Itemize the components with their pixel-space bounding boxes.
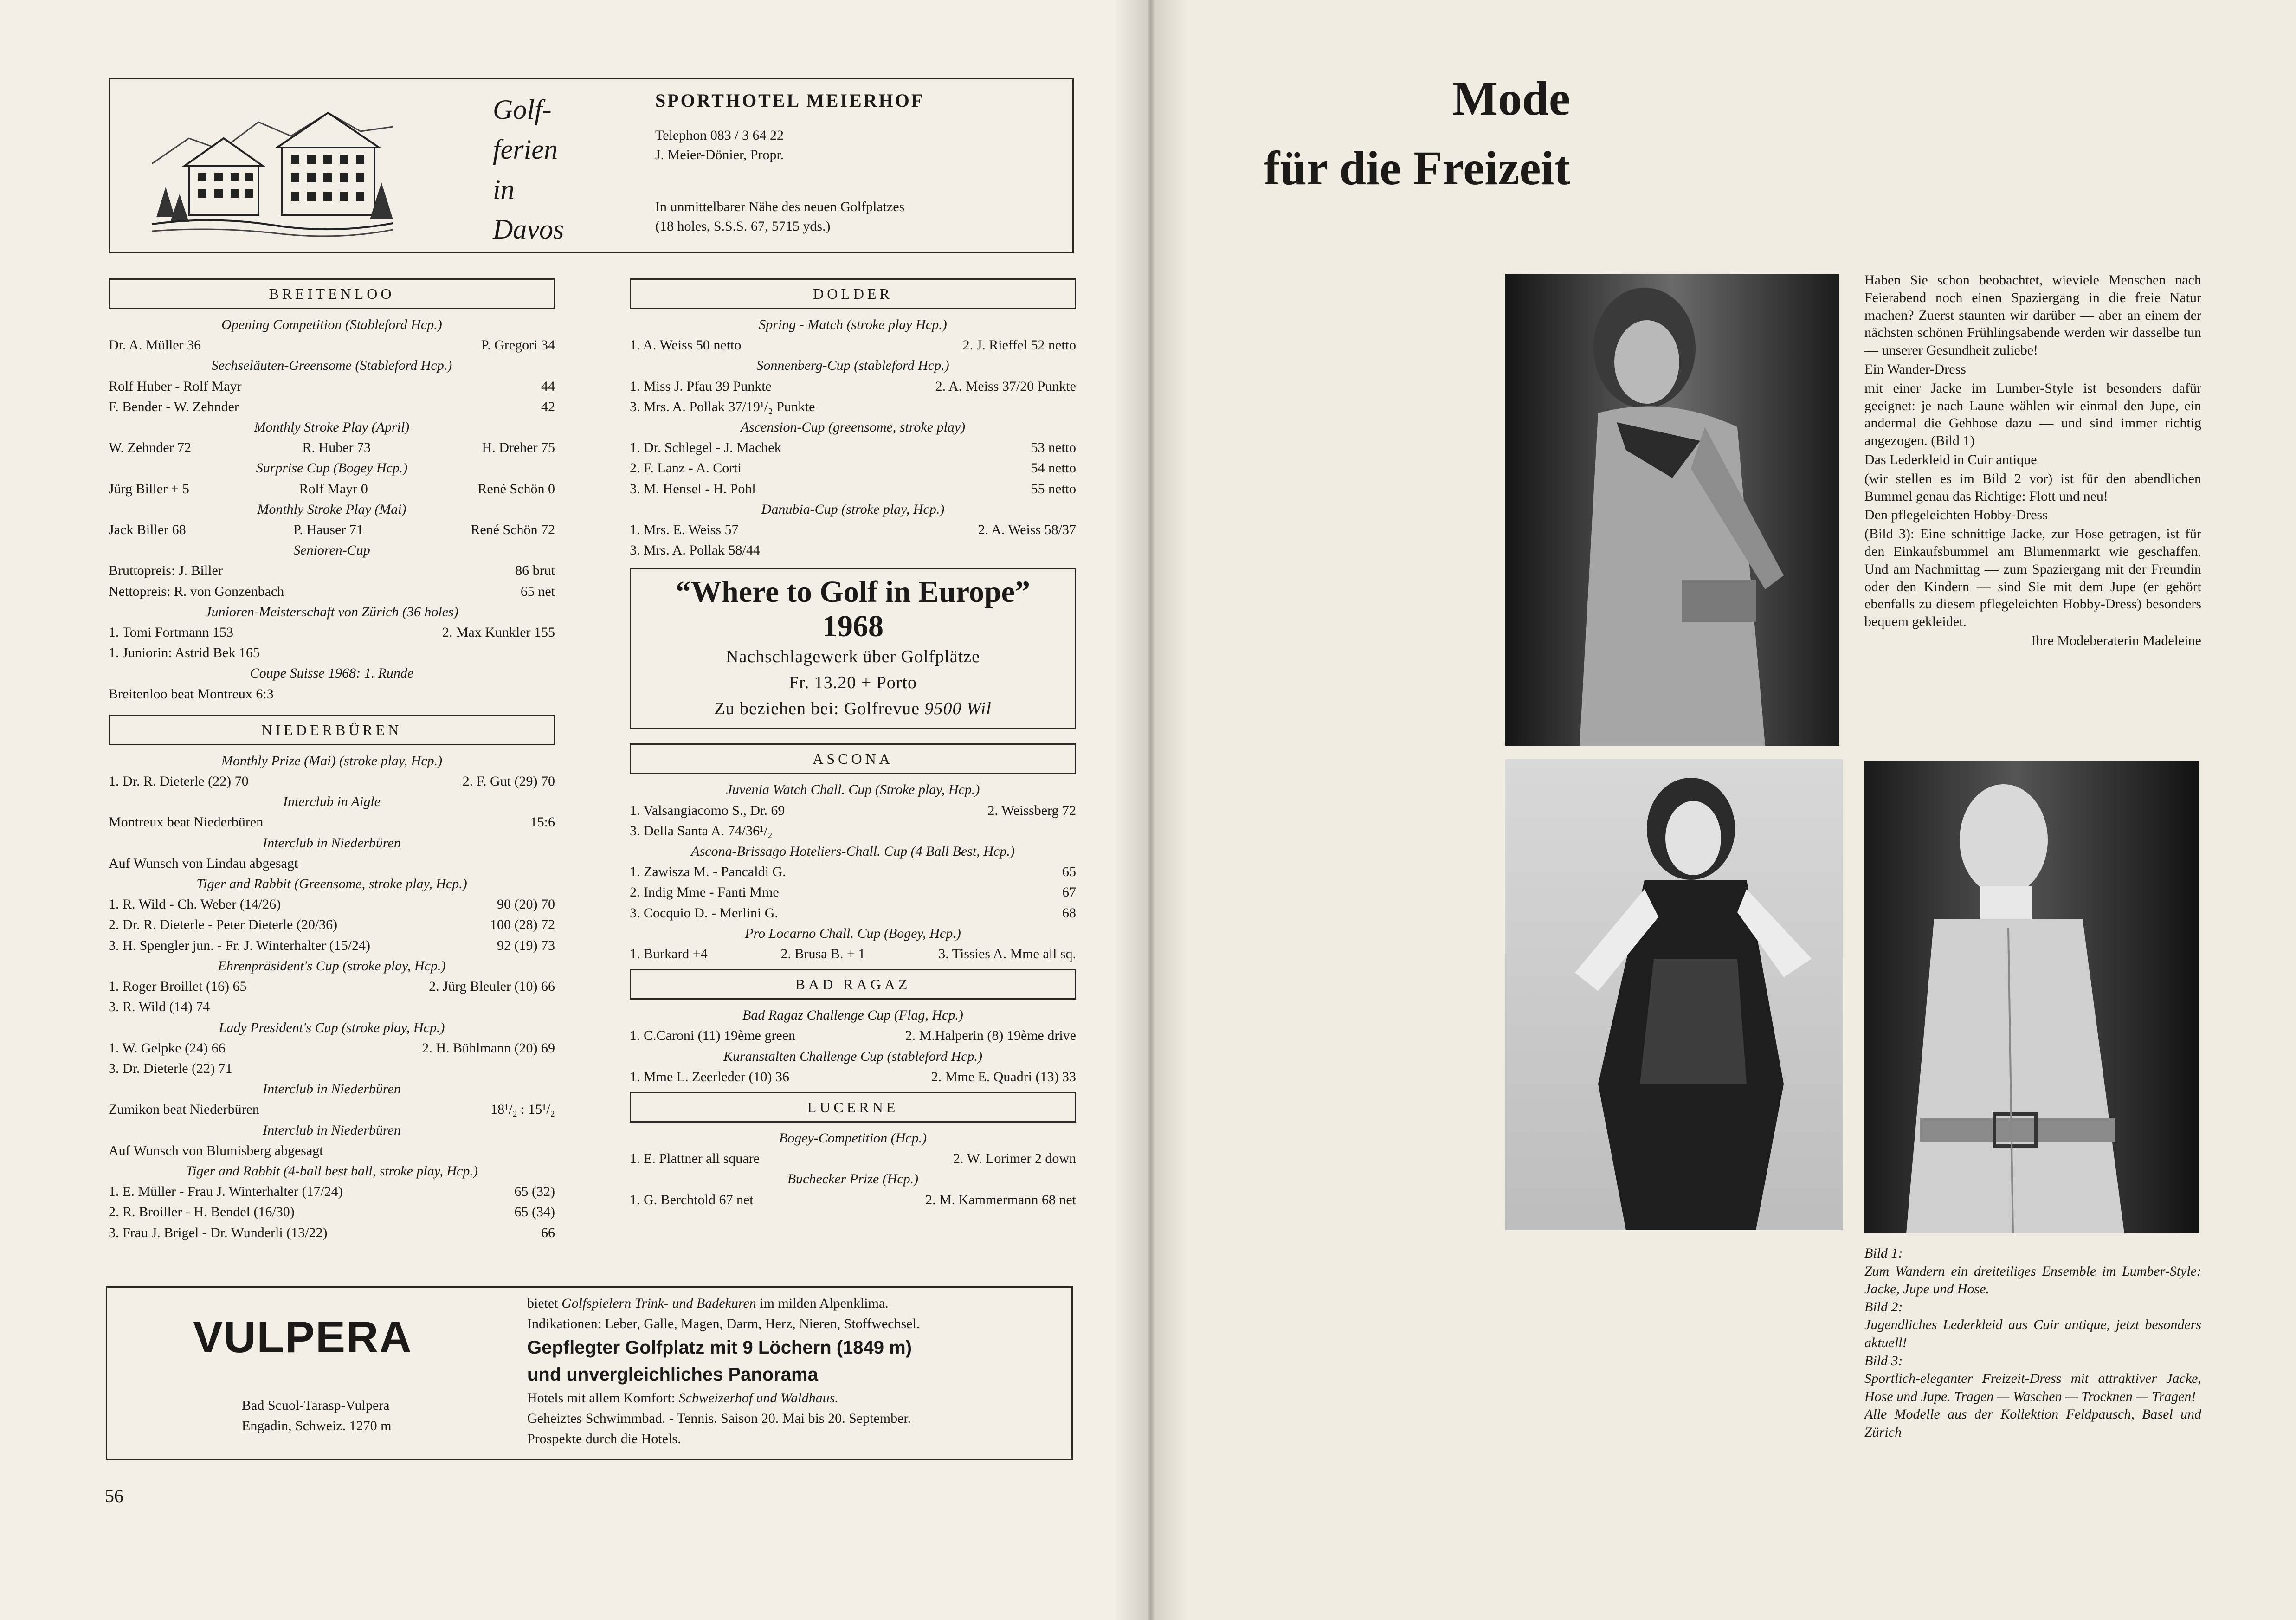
competition-title: Ascension-Cup (greensome, stroke play) <box>740 420 966 435</box>
result-line <box>109 335 555 355</box>
result-left: 2. R. Broiller - H. Bendel (16/30) <box>109 1204 295 1220</box>
result-left: 1. Valsangiacomo S., Dr. 69 <box>630 802 785 818</box>
result-right: 2. Jürg Bleuler (10) 66 <box>429 979 555 994</box>
result-right: 65 (32) <box>514 1184 555 1200</box>
result-line <box>109 376 555 397</box>
competition-title: Ascona-Brissago Hoteliers-Chall. Cup (4 Ball Best, Hcp.) <box>691 844 1015 859</box>
result-left: 1. Dr. Schlegel - J. Machek <box>630 440 781 456</box>
competition-title: Bogey-Competition (Hcp.) <box>779 1130 927 1146</box>
result-line <box>109 1202 555 1222</box>
photo-captions <box>1864 1245 2201 1442</box>
section-heading-dolder: DOLDER <box>630 278 1076 309</box>
section-heading-breitenloo: BREITENLOO <box>109 278 555 309</box>
hotel-description: In unmittelbarer Nähe des neuen Golfplatzes <box>655 199 905 214</box>
result-middle: P. Hauser 71 <box>293 522 363 538</box>
result-right: 2. M.Halperin (8) 19ème drive <box>905 1028 1076 1044</box>
competition-title: Junioren-Meisterschaft von Zürich (36 holes) <box>205 604 458 620</box>
result-right: 90 (20) 70 <box>497 897 555 912</box>
competition-title: Danubia-Cup (stroke play, Hcp.) <box>761 501 945 517</box>
result-left: Dr. A. Müller 36 <box>109 337 201 353</box>
result-line <box>630 882 1076 903</box>
competition-title: Monthly Prize (Mai) (stroke play, Hcp.) <box>221 753 443 768</box>
result-line <box>109 561 555 581</box>
result-right: 67 <box>1062 884 1076 900</box>
result-right: 3. Tissies A. Mme all sq. <box>938 946 1076 962</box>
result-left: F. Bender - W. Zehnder <box>109 399 239 414</box>
result-line <box>109 438 555 458</box>
slogan-line: Davos <box>493 214 564 245</box>
niederbueren-results <box>109 751 555 1243</box>
book-title: “Where to Golf in Europe” <box>676 575 1030 609</box>
result-left: Nettopreis: R. von Gonzenbach <box>109 583 284 599</box>
result-left: 3. Frau J. Brigel - Dr. Wunderli (13/22) <box>109 1225 328 1240</box>
result-line <box>630 862 1076 882</box>
result-left: 1. Miss J. Pfau 39 Punkte <box>630 378 772 394</box>
competition-title: Buchecker Prize (Hcp.) <box>787 1171 919 1187</box>
result-line <box>109 894 555 915</box>
competition-title: Monthly Stroke Play (April) <box>254 420 410 435</box>
lucerne-results <box>630 1128 1076 1210</box>
result-right: 42 <box>541 399 555 414</box>
result-right: 53 netto <box>1031 440 1076 456</box>
competition-title: Interclub in Niederbüren <box>263 1081 401 1097</box>
result-left: 2. Dr. R. Dieterle - Peter Dieterle (20/36) <box>109 917 338 933</box>
competition-title: Spring - Match (stroke play Hcp.) <box>759 317 947 332</box>
result-right: 55 netto <box>1031 481 1076 497</box>
competition-title: Senioren-Cup <box>293 542 370 558</box>
result-line <box>630 479 1076 499</box>
competition-title: Opening Competition (Stableford Hcp.) <box>221 317 442 332</box>
article-title-line-1: Mode <box>1452 72 1570 125</box>
result-left: 1. Mrs. E. Weiss 57 <box>630 522 739 538</box>
result-left: 1. Zawisza M. - Pancaldi G. <box>630 864 786 880</box>
result-left: 3. M. Hensel - H. Pohl <box>630 481 756 497</box>
result-right: 2. Max Kunkler 155 <box>442 625 555 640</box>
result-left: 1. G. Berchtold 67 net <box>630 1192 754 1207</box>
section-heading-ascona: ASCONA <box>630 743 1076 774</box>
result-line <box>109 622 555 643</box>
caption-text: Zum Wandern ein dreiteiliges Ensemble im Lumber-Style: Jacke, Jupe und Hose. <box>1864 1263 2201 1297</box>
result-left: 3. Cocquio D. - Merlini G. <box>630 905 778 921</box>
result-right: 2. F. Gut (29) 70 <box>462 774 555 789</box>
article-paragraph: mit einer Jacke im Lumber-Style ist besonders dafür geeignet: je nach Laune wählen wir einmal den Jupe, ein andermal die Gehhose dazu — und sind immer richtig angezogen. (Bild 1) <box>1864 380 2201 449</box>
hotel-owner: J. Meier-Dönier, Propr. <box>655 147 784 162</box>
fashion-photo-3 <box>1864 761 2199 1233</box>
competition-title: Monthly Stroke Play (Mai) <box>257 501 406 517</box>
result-right: 86 brut <box>515 563 555 579</box>
article-subheading: Ein Wander-Dress <box>1864 361 1966 377</box>
book-year: 1968 <box>822 609 884 644</box>
result-line <box>109 1099 555 1120</box>
ascona-results <box>630 780 1076 964</box>
result-line: 3. R. Wild (14) 74 <box>109 999 210 1015</box>
result-line <box>109 936 555 956</box>
result-line <box>109 915 555 935</box>
result-left: 2. F. Lanz - A. Corti <box>630 460 742 476</box>
dolder-results <box>630 315 1076 561</box>
result-line <box>630 458 1076 478</box>
result-line <box>109 1223 555 1243</box>
competition-title: Surprise Cup (Bogey Hcp.) <box>256 460 408 476</box>
result-line <box>109 976 555 997</box>
result-right: René Schön 0 <box>477 481 555 497</box>
result-right: P. Gregori 34 <box>481 337 555 353</box>
result-left: 1. A. Weiss 50 netto <box>630 337 742 353</box>
result-left: 2. Indig Mme - Fanti Mme <box>630 884 779 900</box>
result-line <box>109 581 555 602</box>
book-subtitle: Nachschlagewerk über Golfplätze <box>726 647 980 667</box>
result-left: 3. H. Spengler jun. - Fr. J. Winterhalter (15/24) <box>109 937 370 953</box>
result-right: 2. J. Rieffel 52 netto <box>962 337 1076 353</box>
result-line <box>630 944 1076 964</box>
result-right: 65 <box>1062 864 1076 880</box>
competition-title: Kuranstalten Challenge Cup (stableford Hcp.) <box>723 1048 983 1064</box>
section-heading-lucerne: LUCERNE <box>630 1092 1076 1123</box>
competition-title: Interclub in Aigle <box>283 794 381 810</box>
caption-text: Sportlich-eleganter Freizeit-Dress mit attraktiver Jacke, Hose und Jupe. Tragen — Waschen — Trocknen — Tragen! <box>1864 1371 2201 1404</box>
result-left: 1. Burkard +4 <box>630 946 708 962</box>
competition-title: Sonnenberg-Cup (stableford Hcp.) <box>756 358 949 374</box>
competition-title: Bad Ragaz Challenge Cup (Flag, Hcp.) <box>742 1007 963 1023</box>
result-right: 2. A. Meiss 37/20 Punkte <box>935 378 1076 394</box>
breitenloo-results <box>109 315 555 704</box>
result-left: 1. R. Wild - Ch. Weber (14/26) <box>109 897 281 912</box>
hotel-phone: Telephon 083 / 3 64 22 <box>655 128 784 143</box>
result-line: 3. Dr. Dieterle (22) 71 <box>109 1060 232 1076</box>
competition-title: Sechseläuten-Greensome (Stableford Hcp.) <box>211 358 452 374</box>
result-right: 92 (19) 73 <box>497 937 555 953</box>
result-line: Auf Wunsch von Blumisberg abgesagt <box>109 1142 323 1158</box>
result-line: Breitenloo beat Montreux 6:3 <box>109 686 274 702</box>
result-left: 1. W. Gelpke (24) 66 <box>109 1040 226 1056</box>
fashion-photo-2 <box>1505 759 1843 1230</box>
competition-title: Interclub in Niederbüren <box>263 1122 401 1138</box>
result-line <box>109 520 555 540</box>
result-left: 1. Dr. R. Dieterle (22) 70 <box>109 774 249 789</box>
caption-label: Bild 2: <box>1864 1299 1903 1315</box>
caption-text: Jugendliches Lederkleid aus Cuir antique, jetzt besonders aktuell! <box>1864 1317 2201 1350</box>
caption-label: Bild 1: <box>1864 1246 1903 1261</box>
hotel-name: SPORTHOTEL MEIERHOF <box>655 90 925 111</box>
competition-title: Tiger and Rabbit (Greensome, stroke play, Hcp.) <box>196 876 467 892</box>
result-right: 54 netto <box>1031 460 1076 476</box>
where-to-golf-advertisement <box>630 568 1076 729</box>
result-left: 1. Tomi Fortmann 153 <box>109 625 234 640</box>
result-line <box>630 438 1076 458</box>
result-right: 2. Mme E. Quadri (13) 33 <box>931 1069 1076 1084</box>
result-line <box>630 1026 1076 1046</box>
fashion-photo-1 <box>1505 274 1839 746</box>
results-column-left <box>109 278 555 1243</box>
result-line <box>630 1190 1076 1210</box>
result-line <box>109 1181 555 1202</box>
result-right: 100 (28) 72 <box>490 917 555 933</box>
competition-title: Tiger and Rabbit (4-ball best ball, stroke play, Hcp.) <box>186 1163 478 1179</box>
result-right: 68 <box>1062 905 1076 921</box>
result-line: 3. Mrs. A. Pollak 37/19¹/₂ Punkte <box>630 399 815 414</box>
result-right: 2. Weissberg 72 <box>987 802 1076 818</box>
result-line <box>109 1038 555 1058</box>
result-left: 1. Mme L. Zeerleder (10) 36 <box>630 1069 790 1084</box>
slogan-line: Golf- <box>493 94 552 125</box>
result-line <box>109 479 555 499</box>
result-line: 3. Mrs. A. Pollak 58/44 <box>630 542 760 558</box>
competition-title: Lady President's Cup (stroke play, Hcp.) <box>219 1020 445 1035</box>
competition-title: Interclub in Niederbüren <box>263 835 401 851</box>
result-left: Bruttopreis: J. Biller <box>109 563 223 579</box>
result-left: 1. C.Caroni (11) 19ème green <box>630 1028 796 1044</box>
book-order-info: Zu beziehen bei: Golfrevue 9500 Wil <box>714 699 992 719</box>
result-left: Jack Biller 68 <box>109 522 186 538</box>
competition-title: Pro Locarno Chall. Cup (Bogey, Hcp.) <box>745 925 961 941</box>
competition-title: Ehrenpräsident's Cup (stroke play, Hcp.) <box>218 958 446 974</box>
bad-ragaz-results <box>630 1005 1076 1087</box>
result-right: 66 <box>541 1225 555 1240</box>
result-left: 1. E. Plattner all square <box>630 1151 760 1167</box>
result-right: 65 net <box>520 583 555 599</box>
result-line <box>109 812 555 833</box>
result-line <box>630 1067 1076 1087</box>
result-right: 2. H. Bühlmann (20) 69 <box>422 1040 555 1056</box>
result-line <box>630 376 1076 397</box>
result-left: 1. Roger Broillet (16) 65 <box>109 979 247 994</box>
book-gutter <box>1114 0 1188 1620</box>
result-left: W. Zehnder 72 <box>109 440 192 456</box>
result-left: 1. E. Müller - Frau J. Winterhalter (17/24) <box>109 1184 343 1200</box>
result-line <box>630 1149 1076 1169</box>
vulpera-address: Bad Scuol-Tarasp-Vulpera Engadin, Schweiz. 1270 m <box>242 1398 392 1433</box>
result-line: Auf Wunsch von Lindau abgesagt <box>109 855 298 871</box>
vulpera-advertisement <box>106 1286 1073 1460</box>
result-right: 44 <box>541 378 555 394</box>
hotel-sketch-illustration <box>152 94 393 238</box>
result-right: 2. M. Kammermann 68 net <box>925 1192 1076 1207</box>
competition-title: Juvenia Watch Chall. Cup (Stroke play, Hcp.) <box>726 782 980 798</box>
result-right: 15:6 <box>530 814 555 830</box>
result-line <box>630 800 1076 821</box>
result-line: 1. Juniorin: Astrid Bek 165 <box>109 645 260 661</box>
article-subheading: Das Lederkleid in Cuir antique <box>1864 452 2037 467</box>
result-right: 2. A. Weiss 58/37 <box>978 522 1076 538</box>
vulpera-description: bietet Golfspielern Trink- und Badekuren im milden Alpenklima. Indikationen: Leber, Galle, Magen, Darm, Herz, Nieren, Stoffwechsel. Gepflegter Golfplatz mit 9 Löchern (1849 m) und unvergleichliches Panorama Hotels mit allem Komfort: Schweizerhof und Waldhaus. Geheiztes Schwimmbad. - Tennis. Saison 20. Mai bis 20. September. Prospekte durch die Hotels. <box>527 1296 920 1446</box>
golf-holiday-slogan <box>493 90 632 249</box>
result-left: Zumikon beat Niederbüren <box>109 1102 259 1117</box>
article-subheading: Den pflegeleichten Hobby-Dress <box>1864 507 2048 523</box>
article-signature: Ihre Modeberaterin Madeleine <box>2031 633 2201 648</box>
result-line <box>109 397 555 417</box>
vulpera-logo: VULPERA <box>193 1312 413 1362</box>
article-paragraph: Haben Sie schon beobachtet, wieviele Menschen nach Feierabend noch einen Spaziergang in die freie Natur machen? Zuerst staunten wir darüber — aber an einem der nächsten schönen Frühlingsabende werden wir dasselbe tun — unserer Gesundheit zuliebe! <box>1864 272 2201 358</box>
book-price: Fr. 13.20 + Porto <box>789 673 917 693</box>
page-number: 56 <box>105 1485 123 1506</box>
result-middle: Rolf Mayr 0 <box>299 481 368 497</box>
competition-title: Coupe Suisse 1968: 1. Runde <box>250 665 414 681</box>
result-right: 2. W. Lorimer 2 down <box>953 1151 1076 1167</box>
result-line <box>109 771 555 792</box>
slogan-line: in <box>493 174 515 205</box>
slogan-line: ferien <box>493 134 558 165</box>
caption-label: Bild 3: <box>1864 1353 1903 1368</box>
article-paragraph: (wir stellen es im Bild 2 vor) ist für den abendlichen Bummel genau das Richtige: Flott und neu! <box>1864 471 2201 504</box>
result-middle: 2. Brusa B. + 1 <box>780 946 865 962</box>
result-middle: R. Huber 73 <box>302 440 371 456</box>
hotel-description: (18 holes, S.S.S. 67, 5715 yds.) <box>655 219 831 234</box>
result-left: Montreux beat Niederbüren <box>109 814 264 830</box>
section-heading-niederbueren: NIEDERBÜREN <box>109 715 555 745</box>
article-body <box>1864 271 2201 651</box>
result-right: H. Dreher 75 <box>482 440 555 456</box>
result-right: 18¹/₂ : 15¹/₂ <box>490 1102 555 1117</box>
result-line <box>630 520 1076 540</box>
article-title-line-2: für die Freizeit <box>1264 142 1570 195</box>
result-left: Rolf Huber - Rolf Mayr <box>109 378 242 394</box>
caption-credit: Alle Modelle aus der Kollektion Feldpausch, Basel und Zürich <box>1864 1407 2201 1440</box>
result-left: Jürg Biller + 5 <box>109 481 189 497</box>
results-column-right <box>630 278 1076 1210</box>
result-right: René Schön 72 <box>471 522 555 538</box>
result-line: 3. Della Santa A. 74/36¹/₂ <box>630 823 773 839</box>
result-line <box>630 335 1076 355</box>
result-line <box>630 903 1076 923</box>
section-heading-bad-ragaz: BAD RAGAZ <box>630 969 1076 1000</box>
result-right: 65 (34) <box>514 1204 555 1220</box>
article-paragraph: (Bild 3): Eine schnittige Jacke, zur Hose getragen, ist für den Einkaufsbummel am Blumenmarkt wie geschaffen. Und am Nachmittag — zum Spaziergang mit der Freundin oder den Kindern — sind Sie mit dem Jupe (er gehört ebenfalls zu diesem pflegeleichten Hobby-Dress) besonders bequem gekleidet. <box>1864 526 2201 630</box>
